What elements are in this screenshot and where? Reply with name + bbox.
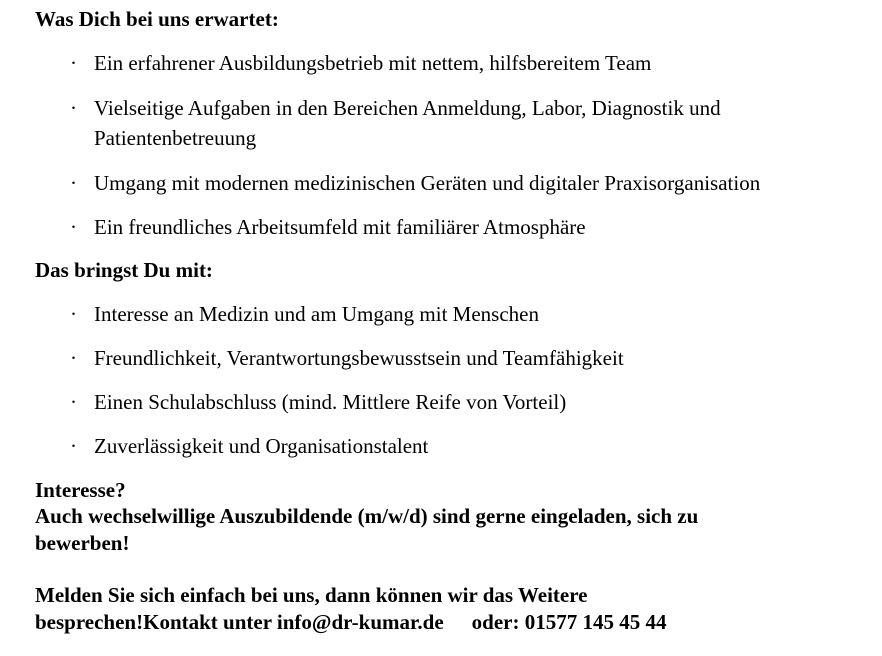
contact-email-text: besprechen!Kontakt unter info@dr-kumar.de xyxy=(35,610,444,634)
invite-text-line-2: bewerben! xyxy=(35,531,130,555)
contact-text-line-1: Melden Sie sich einfach bei uns, dann können wir das Weitere xyxy=(35,583,588,607)
bullet-icon: · xyxy=(70,51,77,75)
list-item-text: Ein erfahrener Ausbildungsbetrieb mit nettem, hilfsbereitem Team xyxy=(94,51,652,75)
list-item-text: Vielseitige Aufgaben in den Bereichen Anmeldung, Labor, Diagnostik und Patientenbetreuung xyxy=(94,96,721,150)
contact-phone-text: oder: 01577 145 45 44 xyxy=(471,610,667,634)
list-item-text: Interesse an Medizin und am Umgang mit Menschen xyxy=(94,302,539,326)
list-item-text: Ein freundliches Arbeitsumfeld mit familiärer Atmosphäre xyxy=(94,215,586,239)
list-item-text: Zuverlässigkeit und Organisationstalent xyxy=(94,434,429,458)
section-heading-expectations: Was Dich bei uns erwartet: xyxy=(35,7,279,31)
invite-text-line-1: Auch wechselwillige Auszubildende (m/w/d) sind gerne eingeladen, sich zu xyxy=(35,504,699,528)
bullet-icon: · xyxy=(70,434,77,458)
section-heading-requirements: Das bringst Du mit: xyxy=(35,258,213,282)
list-item-text: Umgang mit modernen medizinischen Geräten und digitaler Praxisorganisation xyxy=(94,171,761,195)
bullet-icon: · xyxy=(70,390,77,414)
contact-text-line-2 xyxy=(35,609,666,636)
bullet-icon: · xyxy=(70,302,77,326)
bullet-icon: · xyxy=(70,215,77,239)
list-item-text: Einen Schulabschluss (mind. Mittlere Reife von Vorteil) xyxy=(94,390,567,414)
interest-heading: Interesse? xyxy=(35,478,126,502)
bullet-icon: · xyxy=(70,96,77,120)
bullet-icon: · xyxy=(70,171,77,195)
bullet-icon: · xyxy=(70,346,77,370)
list-item-text: Freundlichkeit, Verantwortungsbewusstsein und Teamfähigkeit xyxy=(94,346,624,370)
